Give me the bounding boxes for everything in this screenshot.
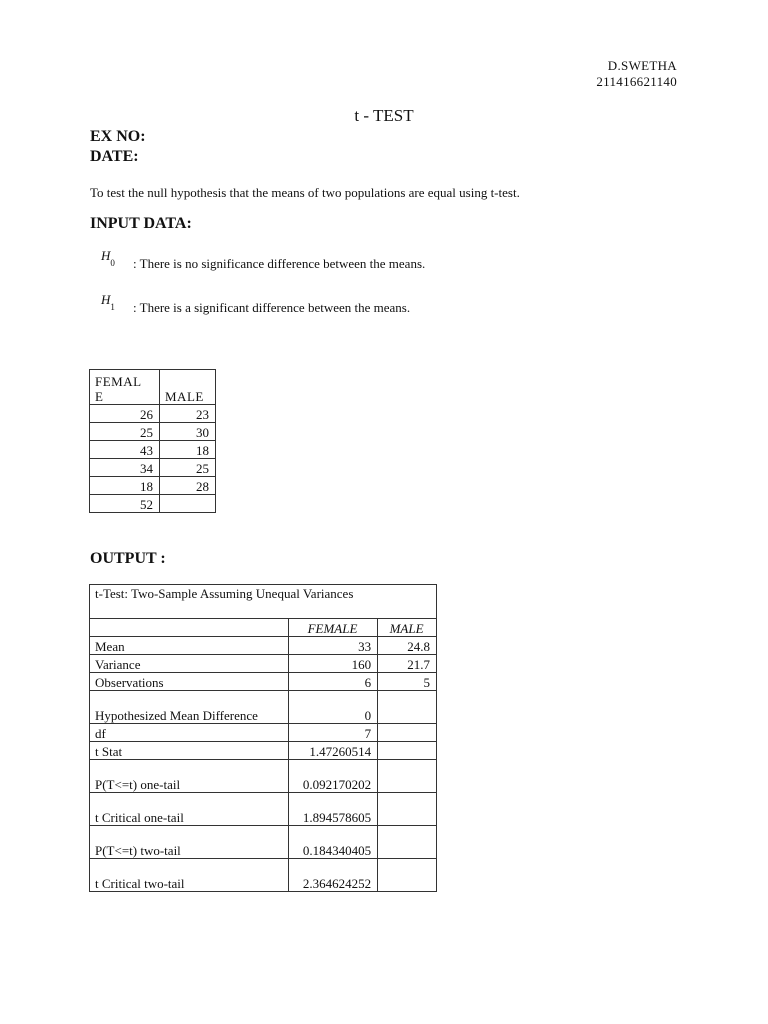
female-value: 160 [288,655,377,673]
female-value: 52 [90,495,160,513]
stat-label: t Stat [90,742,289,760]
female-value: 26 [90,405,160,423]
table-row [90,742,437,760]
table-row [90,760,437,793]
female-value: 7 [288,724,377,742]
aim-text: To test the null hypothesis that the means of two populations are equal using t-test. [90,185,520,200]
table-row [90,691,437,724]
table-row [90,495,216,513]
h1-subscript: 1 [110,301,115,312]
male-value [378,793,437,826]
male-value [378,742,437,760]
female-value: 25 [90,423,160,441]
female-value: 43 [90,441,160,459]
table-row [90,793,437,826]
table-row [90,724,437,742]
author-name: D.SWETHA [607,58,677,73]
stat-label: Hypothesized Mean Difference [90,691,289,724]
ex-no-label: EX NO: [90,128,146,145]
male-value: 21.7 [378,655,437,673]
output-header-row [90,619,437,637]
male-value: 18 [160,441,216,459]
female-value: 33 [288,637,377,655]
male-value: 28 [160,477,216,495]
stat-label: Variance [90,655,289,673]
male-value [378,826,437,859]
female-value: 0.184340405 [288,826,377,859]
t-test-output-table [89,584,437,892]
table-row [90,673,437,691]
table-row [90,441,216,459]
female-value: 6 [288,673,377,691]
male-value [378,724,437,742]
male-value [378,691,437,724]
alt-hypothesis-text: : There is a significant difference between the means. [133,300,411,315]
table-row [90,826,437,859]
input-data-heading: INPUT DATA: [90,215,192,232]
male-value [160,495,216,513]
h0-subscript: 0 [110,257,115,268]
table-row [90,477,216,495]
male-column-header: MALE [378,619,437,637]
null-hypothesis-text: : There is no significance difference between the means. [133,256,426,271]
output-caption-row [90,585,437,619]
output-heading: OUTPUT : [90,550,166,567]
female-column-header: FEMAL E [90,370,160,405]
table-row [90,459,216,477]
table-row [90,637,437,655]
male-value [378,760,437,793]
roll-number: 211416621140 [596,74,677,89]
male-value: 23 [160,405,216,423]
table-row [90,655,437,673]
female-value: 34 [90,459,160,477]
page-title: t - TEST [354,106,414,125]
female-value: 1.47260514 [288,742,377,760]
stat-label: df [90,724,289,742]
female-value: 2.364624252 [288,859,377,892]
stat-label: P(T<=t) two-tail [90,826,289,859]
female-value: 1.894578605 [288,793,377,826]
table-row [90,859,437,892]
input-table-header [90,370,216,405]
table-row [90,405,216,423]
male-value: 30 [160,423,216,441]
female-value: 0 [288,691,377,724]
female-value: 18 [90,477,160,495]
table-row [90,423,216,441]
stat-label: P(T<=t) one-tail [90,760,289,793]
female-column-header: FEMALE [288,619,377,637]
stat-label: Mean [90,637,289,655]
h0-letter: H [101,248,111,263]
female-value: 0.092170202 [288,760,377,793]
male-column-header: MALE [160,370,216,405]
stat-label: t Critical one-tail [90,793,289,826]
output-table-caption: t-Test: Two-Sample Assuming Unequal Variances [90,585,437,619]
male-value: 5 [378,673,437,691]
alt-hypothesis-symbol [101,292,115,310]
stat-label: t Critical two-tail [90,859,289,892]
male-value: 24.8 [378,637,437,655]
null-hypothesis-symbol [101,248,115,266]
stat-label: Observations [90,673,289,691]
h1-letter: H [101,292,111,307]
male-value: 25 [160,459,216,477]
input-data-table [89,369,216,513]
male-value [378,859,437,892]
date-label: DATE: [90,148,139,165]
blank-header-cell [90,619,289,637]
